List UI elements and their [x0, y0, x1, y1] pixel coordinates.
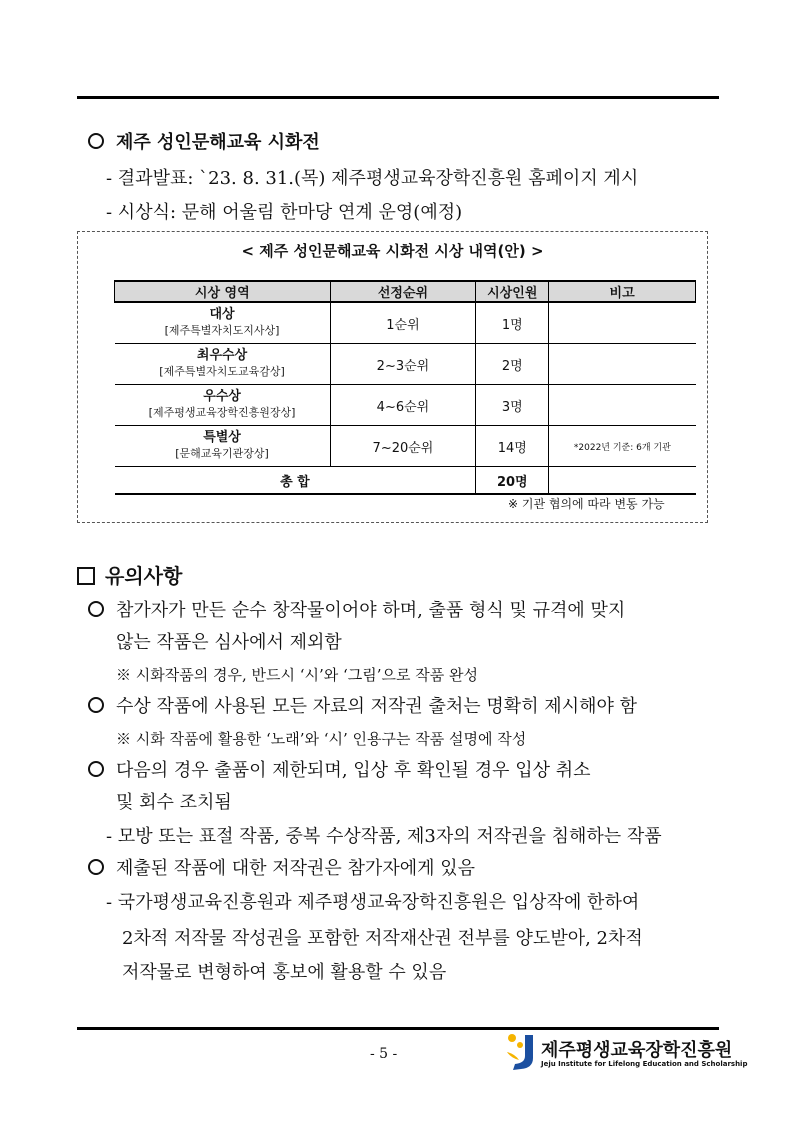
- table-row: [115, 385, 696, 426]
- notice-text: 참가자가 만든 순수 창작물이어야 하며, 출품 형식 및 규격에 맞지: [116, 600, 626, 621]
- award-count: 2명: [476, 344, 549, 385]
- org-name-korean: 제주평생교육장학진흥원: [541, 1040, 733, 1061]
- award-category: 최우수상: [196, 348, 248, 363]
- ceremony-line: - 시상식: 문해 어울림 한마당 연계 운영(예정): [106, 202, 463, 223]
- notice-item-4-sub3: 저작물로 변형하여 홍보에 활용할 수 있음: [122, 962, 447, 983]
- notice-item-4: [88, 854, 475, 880]
- total-count: 20명: [476, 467, 549, 495]
- section1-title: 제주 성인문해교육 시화전: [116, 132, 320, 153]
- notice-item-3: [88, 756, 591, 782]
- total-label: 총 합: [115, 467, 476, 495]
- award-count: 14명: [476, 426, 549, 467]
- logo-dot: [517, 1042, 523, 1048]
- col-header-count: 시상인원: [476, 281, 549, 302]
- award-note: [549, 385, 696, 426]
- header-rule: [77, 96, 719, 99]
- circle-bullet-icon: [88, 761, 104, 777]
- section2-title: 유의사항: [105, 564, 183, 588]
- org-name-english: Jeju Institute for Lifelong Education and Scholarship: [541, 1060, 748, 1068]
- footer-rule: [77, 1027, 719, 1030]
- award-sub: [제주특별자치도교육감상]: [159, 365, 285, 378]
- section1-heading: [88, 128, 320, 154]
- award-note: *2022년 기준: 6개 기관: [549, 426, 696, 467]
- notice-item-1-note: ※ 시화작품의 경우, 반드시 ‘시’와 ‘그림’으로 작품 완성: [116, 666, 479, 684]
- section2-heading: [77, 560, 182, 589]
- col-header-category: 시상 영역: [115, 281, 331, 302]
- award-sub: [제주특별자치도지사상]: [164, 324, 280, 337]
- award-category: 우수상: [203, 389, 241, 404]
- logo-swoosh: [507, 1052, 519, 1060]
- award-note: [549, 302, 696, 344]
- award-table-title: < 제주 성인문해교육 시화전 시상 내역(안) >: [241, 242, 544, 260]
- notice-item-1-cont: 않는 작품은 심사에서 제외함: [116, 632, 342, 653]
- notice-item-3-sub: - 모방 또는 표절 작품, 중복 수상작품, 제3자의 저작권을 침해하는 작품: [106, 826, 662, 847]
- award-sub: [문해교육기관장상]: [175, 447, 269, 460]
- circle-bullet-icon: [88, 601, 104, 617]
- award-category: 대상: [209, 307, 235, 322]
- award-note: [549, 344, 696, 385]
- notice-text: 수상 작품에 사용된 모든 자료의 저작권 출처는 명확히 제시해야 함: [116, 696, 637, 717]
- notice-text: 다음의 경우 출품이 제한되며, 입상 후 확인될 경우 입상 취소: [116, 760, 591, 781]
- circle-bullet-icon: [88, 133, 104, 149]
- result-announcement-line: - 결과발표: `23. 8. 31.(목) 제주평생교육장학진흥원 홈페이지 게시: [106, 168, 639, 189]
- notice-item-4-sub2: 2차적 저작물 작성권을 포함한 저작재산권 전부를 양도받아, 2차적: [122, 928, 643, 949]
- circle-bullet-icon: [88, 697, 104, 713]
- notice-item-2-note: ※ 시화 작품에 활용한 ‘노래’와 ‘시’ 인용구는 작품 설명에 작성: [116, 730, 527, 748]
- notice-item-4-sub1: - 국가평생교육진흥원과 제주평생교육장학진흥원은 입상작에 한하여: [106, 892, 640, 913]
- award-table-header-row: [115, 281, 696, 302]
- logo-j-shape: [513, 1035, 533, 1070]
- award-count: 3명: [476, 385, 549, 426]
- award-rank: 1순위: [330, 302, 476, 344]
- award-sub: [제주평생교육장학진흥원장상]: [148, 406, 296, 419]
- award-category: 특별상: [203, 430, 241, 445]
- table-footnote: ※ 기관 협의에 따라 변동 가능: [508, 497, 665, 511]
- page-number: - 5 -: [370, 1046, 398, 1062]
- total-note: [549, 467, 696, 495]
- award-count: 1명: [476, 302, 549, 344]
- award-rank: 4~6순위: [330, 385, 476, 426]
- table-row: [115, 426, 696, 467]
- logo-dot: [508, 1034, 516, 1042]
- award-rank: 7~20순위: [330, 426, 476, 467]
- col-header-rank: 선정순위: [330, 281, 476, 302]
- notice-item-3-cont: 및 회수 조치됨: [116, 792, 232, 813]
- award-table: [114, 280, 696, 495]
- award-rank: 2~3순위: [330, 344, 476, 385]
- square-bullet-icon: [77, 567, 95, 585]
- col-header-note: 비고: [549, 281, 696, 302]
- table-row: [115, 302, 696, 344]
- total-row: [115, 467, 696, 495]
- table-row: [115, 344, 696, 385]
- notice-item-2: [88, 692, 637, 718]
- circle-bullet-icon: [88, 859, 104, 875]
- notice-text: 제출된 작품에 대한 저작권은 참가자에게 있음: [116, 858, 475, 879]
- notice-item-1: [88, 596, 625, 622]
